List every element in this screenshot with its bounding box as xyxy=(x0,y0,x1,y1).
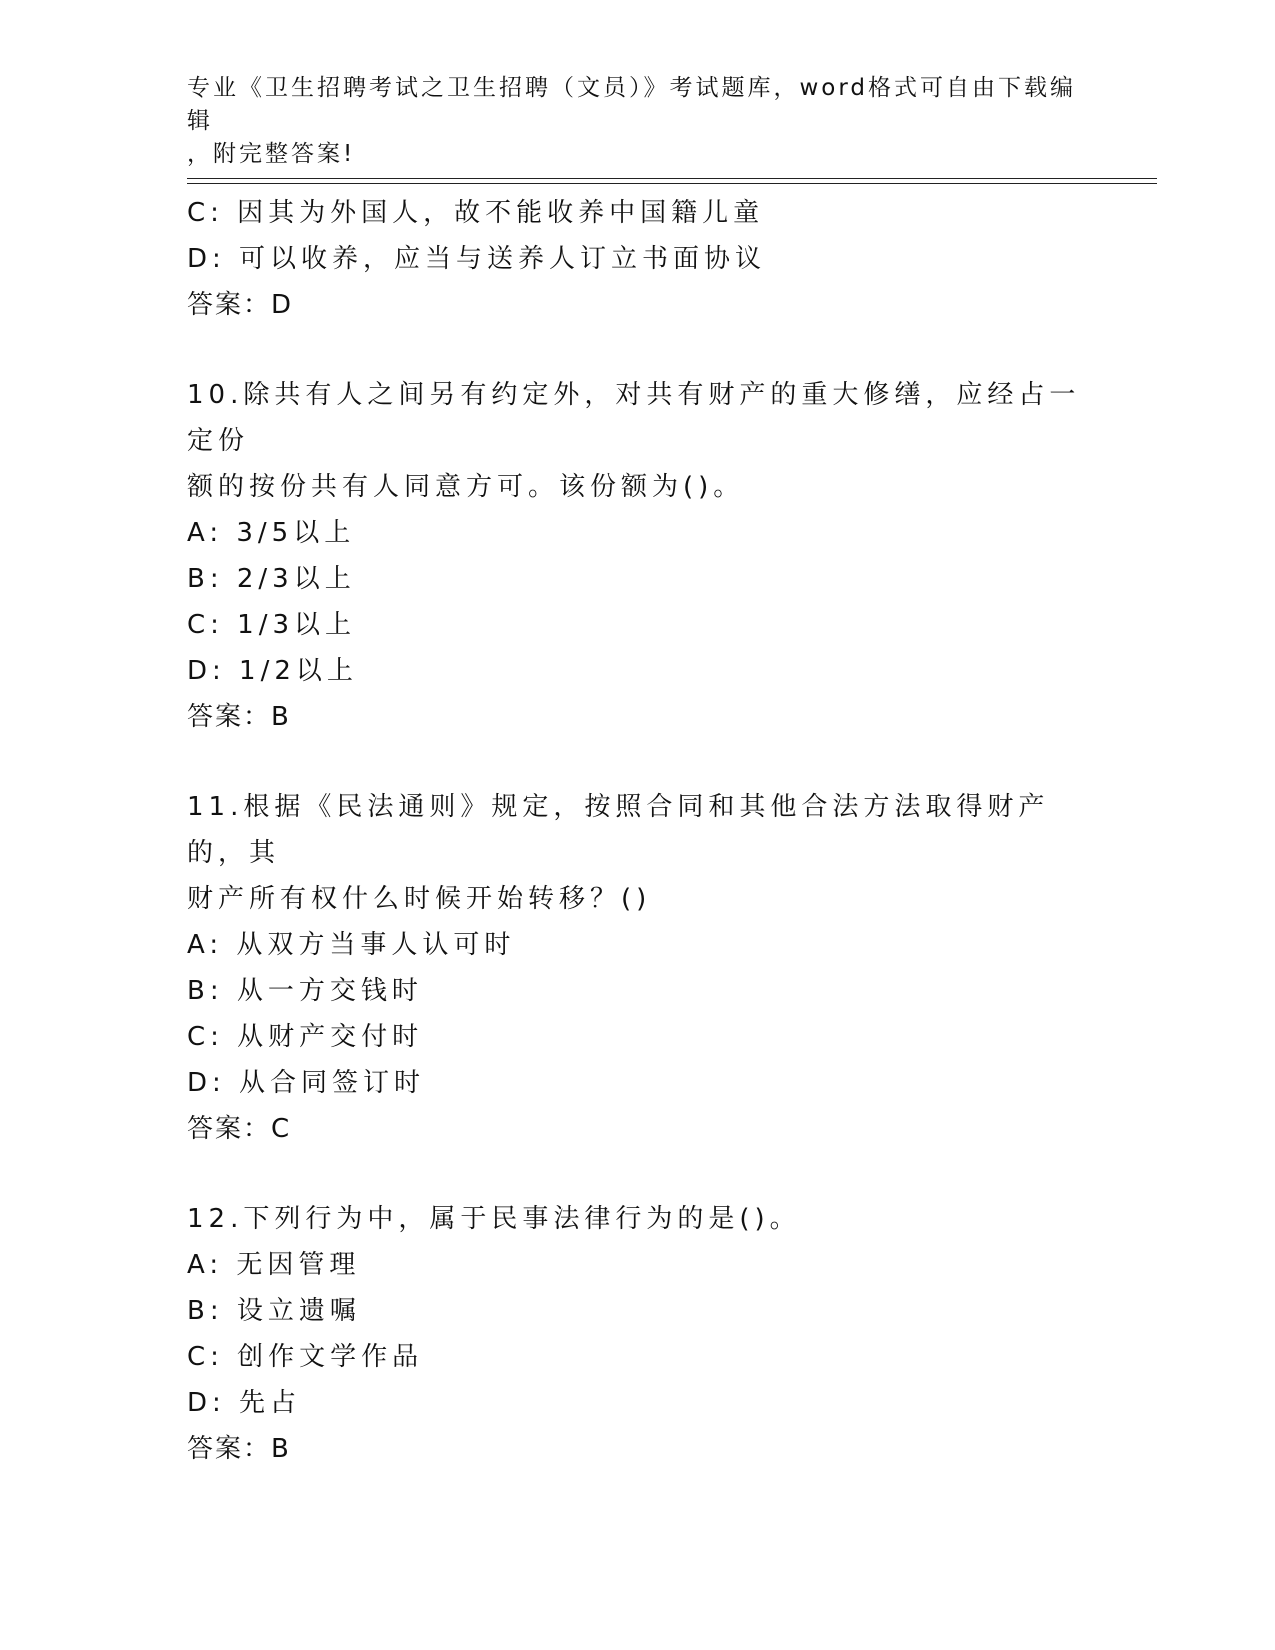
option-d: D: 从合同签订时 xyxy=(187,1068,426,1098)
option-a: A: 无因管理 xyxy=(187,1250,361,1280)
header-divider-top xyxy=(187,178,1157,179)
option-d: D: 1/2以上 xyxy=(187,656,358,686)
option-b: B: 从一方交钱时 xyxy=(187,976,423,1006)
answer-line: 答案：C xyxy=(187,1114,292,1144)
question-content xyxy=(187,190,1087,1472)
question-stem: 11.根据《民法通则》规定，按照合同和其他合法方法取得财产的，其 xyxy=(187,792,1050,868)
option-c: C: 创作文学作品 xyxy=(187,1342,424,1372)
document-header xyxy=(187,72,1087,171)
answer-line: 答案：B xyxy=(187,1434,291,1464)
option-b: B: 2/3以上 xyxy=(187,564,356,594)
option-a: A: 3/5以上 xyxy=(187,518,356,548)
question-stem: 12.下列行为中，属于民事法律行为的是()。 xyxy=(187,1204,801,1234)
question-10 xyxy=(187,372,1087,740)
option-c: C: 1/3以上 xyxy=(187,610,357,640)
option-b: B: 设立遗嘱 xyxy=(187,1296,361,1326)
option-c: C: 因其为外国人，故不能收养中国籍儿童 xyxy=(187,198,765,228)
option-c: C: 从财产交付时 xyxy=(187,1022,424,1052)
answer-line: 答案：B xyxy=(187,702,291,732)
option-d: D: 先占 xyxy=(187,1388,302,1418)
header-divider-bottom xyxy=(187,183,1157,184)
question-stem-continued: 财产所有权什么时候开始转移？() xyxy=(187,884,652,914)
option-a: A: 从双方当事人认可时 xyxy=(187,930,516,960)
question-11 xyxy=(187,784,1087,1152)
previous-question-tail xyxy=(187,190,1087,328)
question-12 xyxy=(187,1196,1087,1472)
question-stem-continued: 额的按份共有人同意方可。该份额为()。 xyxy=(187,472,745,502)
header-line-2: ，附完整答案! xyxy=(187,141,356,167)
header-line-1: 专业《卫生招聘考试之卫生招聘（文员）》考试题库，word格式可自由下载编辑 xyxy=(187,75,1077,134)
option-d: D: 可以收养，应当与送养人订立书面协议 xyxy=(187,244,767,274)
question-stem: 10.除共有人之间另有约定外，对共有财产的重大修缮，应经占一定份 xyxy=(187,380,1081,456)
answer-line: 答案：D xyxy=(187,290,294,320)
